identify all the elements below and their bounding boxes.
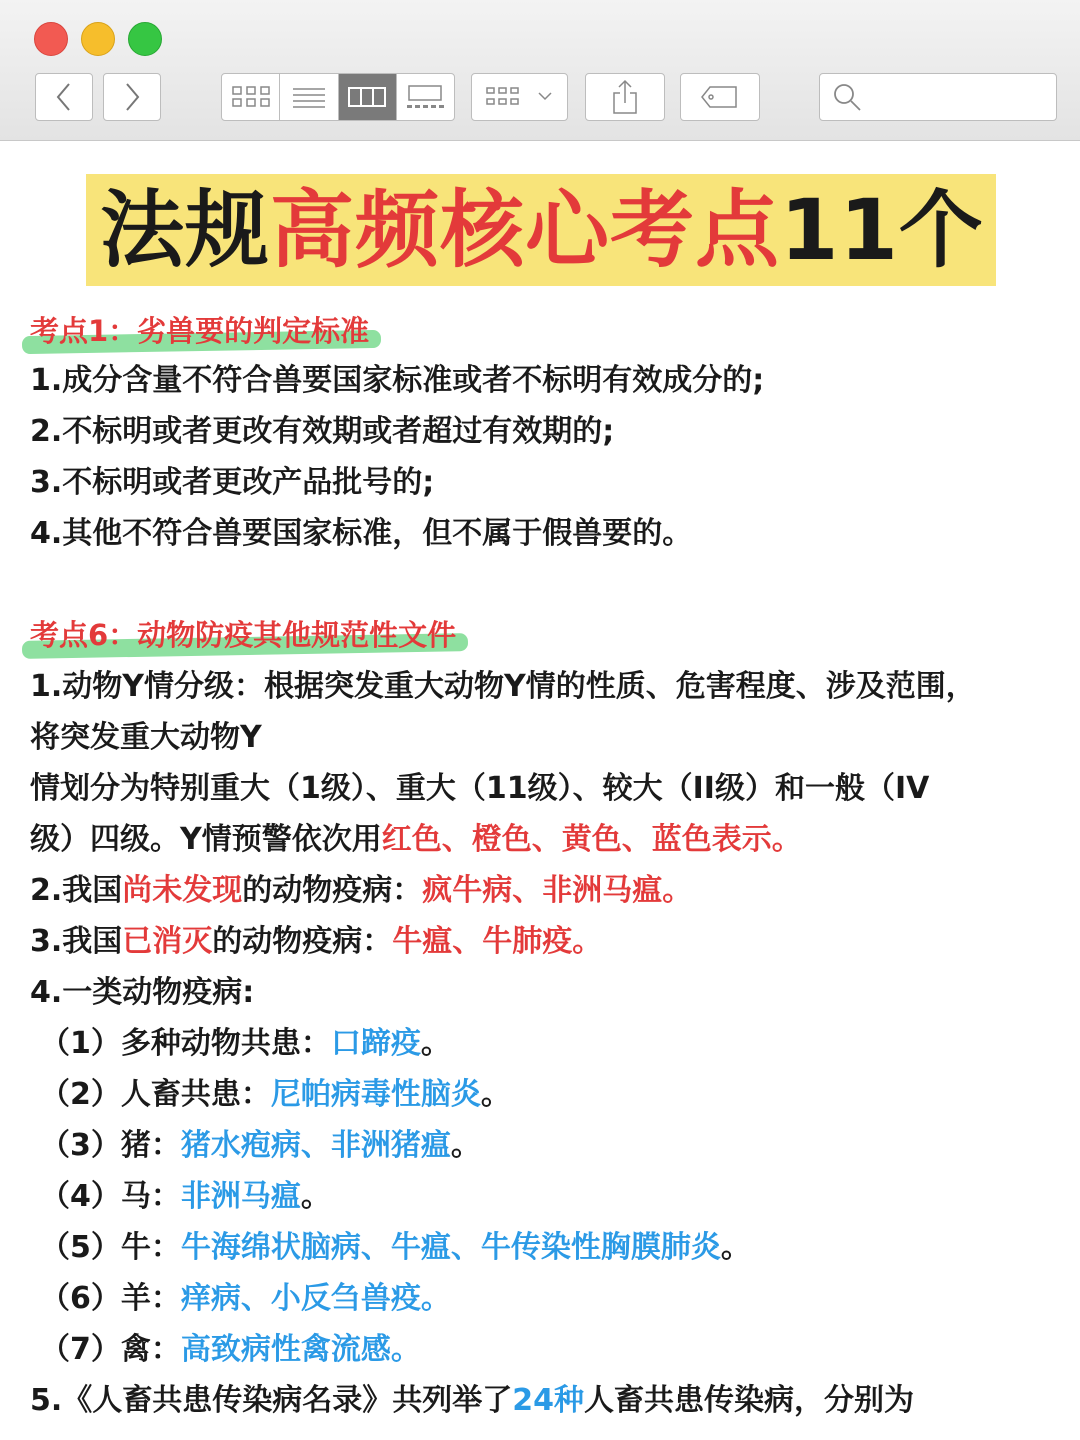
section-6-line-2: 将突发重大动物Y <box>30 720 262 755</box>
line-text: 级）四级。Y情预警依次用 <box>30 822 382 857</box>
warning-colors-text: 红色、橙色、黄色、蓝色表示。 <box>381 822 802 857</box>
back-button[interactable] <box>35 73 93 121</box>
item-label: （7）禽： <box>40 1332 181 1367</box>
search-icon <box>832 82 862 112</box>
item-end: 。 <box>420 1026 451 1061</box>
item-value: 痒病、小反刍兽疫。 <box>180 1281 451 1316</box>
forward-icon <box>122 81 142 113</box>
grid-view-icon <box>231 84 271 110</box>
share-icon <box>610 79 640 115</box>
highlight-text: 牛瘟、牛肺疫。 <box>392 924 603 959</box>
gallery-view-button[interactable] <box>397 74 454 120</box>
item-end: 。 <box>450 1128 481 1163</box>
disease-item <box>40 1070 511 1120</box>
line-text: 的动物疫病： <box>242 873 423 908</box>
highlight-text: 尚未发现 <box>122 873 243 908</box>
item-value: 牛海绵状脑病、牛瘟、牛传染性胸膜肺炎 <box>180 1230 721 1265</box>
minimize-window-button[interactable] <box>81 22 115 56</box>
disease-item <box>40 1121 481 1171</box>
disease-item <box>40 1019 451 1069</box>
column-view-button[interactable] <box>339 74 397 120</box>
section-6-line-8 <box>30 1376 914 1426</box>
window-toolbar <box>0 0 1080 141</box>
item-label: （3）猪： <box>40 1128 181 1163</box>
view-mode-segmented-control <box>221 73 455 121</box>
section-6-heading <box>30 613 464 657</box>
share-button[interactable] <box>585 73 665 121</box>
grid-view-button[interactable] <box>222 74 280 120</box>
section-6-line-1: 1.动物Y情分级：根据突发重大动物Y情的性质、危害程度、涉及范围， <box>30 669 976 704</box>
group-by-dropdown[interactable] <box>471 73 568 121</box>
section-1-line-4: 4.其他不符合兽要国家标准，但不属于假兽要的。 <box>30 516 693 551</box>
line-text: 2.我国 <box>30 873 123 908</box>
disease-item <box>40 1325 421 1375</box>
close-window-button[interactable] <box>34 22 68 56</box>
section-6-line-7: 4.一类动物疫病: <box>30 975 255 1010</box>
group-icon <box>485 84 555 110</box>
disease-item <box>40 1223 751 1273</box>
item-end: 。 <box>720 1230 751 1265</box>
line-text: 的动物疫病： <box>212 924 393 959</box>
title-part-2: 高频核心考点 <box>270 181 781 279</box>
line-text: 3.我国 <box>30 924 123 959</box>
item-label: （4）马： <box>40 1179 181 1214</box>
tag-button[interactable] <box>680 73 760 121</box>
item-label: （5）牛： <box>40 1230 181 1265</box>
search-field[interactable] <box>819 73 1057 121</box>
item-end: 。 <box>300 1179 331 1214</box>
highlight-text: 疯牛病、非洲马瘟。 <box>422 873 693 908</box>
tag-icon <box>700 84 740 110</box>
title-part-1: 法规 <box>100 181 271 279</box>
section-6-heading-text: 考点6：动物防疫其他规范性文件 <box>30 618 457 652</box>
item-value: 高致病性禽流感。 <box>180 1332 421 1367</box>
page-title <box>100 176 984 284</box>
back-icon <box>54 81 74 113</box>
count-highlight: 24种 <box>512 1383 585 1418</box>
line-text: 人畜共患传染病，分别为 <box>584 1383 915 1418</box>
line-text: 5.《人畜共患传染病名录》共列举了 <box>30 1383 513 1418</box>
section-1-heading-text: 考点1：劣兽要的判定标准 <box>30 314 370 348</box>
item-value: 猪水疱病、非洲猪瘟 <box>180 1128 451 1163</box>
disease-item <box>40 1172 331 1222</box>
item-value: 尼帕病毒性脑炎 <box>270 1077 481 1112</box>
item-label: （6）羊： <box>40 1281 181 1316</box>
section-1-line-3: 3.不标明或者更改产品批号的; <box>30 465 435 500</box>
disease-item <box>40 1274 451 1324</box>
item-value: 口蹄疫 <box>330 1026 421 1061</box>
item-end: 。 <box>480 1077 511 1112</box>
section-6-line-3: 情划分为特别重大（1级）、重大（11级）、较大（II级）和一般（IV <box>30 771 930 806</box>
list-view-icon <box>291 84 327 110</box>
gallery-view-icon <box>405 83 445 111</box>
zoom-window-button[interactable] <box>128 22 162 56</box>
section-1-heading <box>30 309 377 353</box>
column-view-icon <box>347 85 387 109</box>
item-label: （1）多种动物共患： <box>40 1026 331 1061</box>
title-part-3: 11个 <box>780 181 984 279</box>
forward-button[interactable] <box>103 73 161 121</box>
section-6-line-4 <box>30 815 802 865</box>
item-label: （2）人畜共患： <box>40 1077 271 1112</box>
section-1-line-1: 1.成分含量不符合兽要国家标准或者不标明有效成分的; <box>30 363 765 398</box>
section-6-line-5 <box>30 866 692 916</box>
section-1-line-2: 2.不标明或者更改有效期或者超过有效期的; <box>30 414 615 449</box>
section-6-line-6 <box>30 917 602 967</box>
list-view-button[interactable] <box>280 74 338 120</box>
item-value: 非洲马瘟 <box>180 1179 301 1214</box>
highlight-text: 已消灭 <box>122 924 213 959</box>
